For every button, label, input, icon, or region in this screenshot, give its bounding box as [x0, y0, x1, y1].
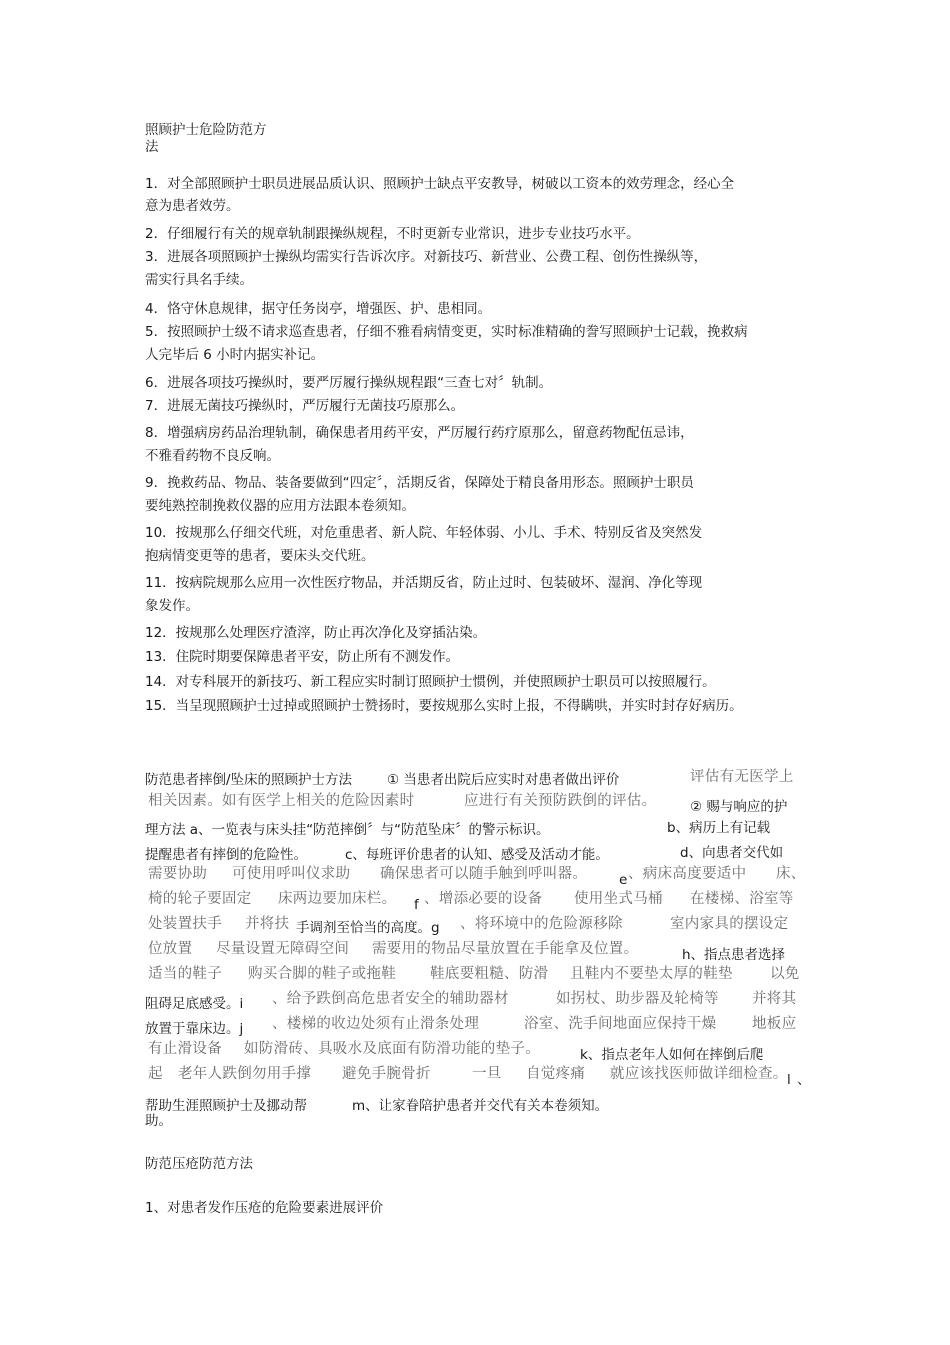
fall-text: 、将环境中的危险源移除	[460, 916, 623, 932]
item-7: 7．进展无菌技巧操纵时，严厉履行无菌技巧原那么。	[145, 398, 465, 414]
fall-text: 起	[148, 1066, 163, 1082]
item-8-line2: 不雅看药物不良反响。	[145, 448, 280, 464]
fall-text: 老年人跌倒勿用手撑	[178, 1066, 312, 1082]
fall-text: 使用坐式马桶	[574, 891, 663, 907]
fall-text: b、病历上有记载	[667, 820, 771, 836]
fall-text: 床两边要加床栏。	[278, 891, 397, 907]
fall-step-2: ② 赐与响应的护	[690, 799, 788, 815]
fall-text: 一旦	[472, 1066, 502, 1082]
fall-text: c、每班评价患者的认知、感受及活动才能。	[345, 847, 609, 863]
pressure-section-title: 防范压疮防范方法	[145, 1156, 253, 1172]
item-3-line2: 需实行具名手续。	[145, 272, 253, 288]
fall-section-title: 防范患者摔倒/坠床的照顾护士方法	[145, 772, 353, 788]
fall-text: 需要协助	[148, 866, 208, 882]
fall-text: 椅的轮子要固定	[148, 891, 252, 907]
fall-text: 在楼梯、浴室等	[690, 891, 794, 907]
item-10-line1: 10．按规那么仔细交代班，对危重患者、新人院、年轻体弱、小儿、手术、特别反省及突然发	[145, 525, 703, 541]
fall-text: 应进行有关预防跌倒的评估。	[464, 793, 657, 809]
fall-text: 手调剂至恰当的高度。g	[296, 920, 440, 936]
fall-step-1: ① 当患者出院后应实时对患者做出评价	[387, 772, 620, 788]
fall-text: h、指点患者选择	[682, 947, 786, 963]
fall-text: 就应该找医师做详细检查。	[610, 1066, 788, 1082]
item-11-line2: 象发作。	[145, 598, 199, 614]
fall-text: 以免	[770, 966, 800, 982]
fall-text: 自觉疼痛	[526, 1066, 586, 1082]
item-4: 4．恪守休息规律，据守任务岗亭，增强医、护、患相同。	[145, 301, 492, 317]
fall-text: m、让家眷陪护患者并交代有关本卷须知。	[352, 1098, 609, 1114]
item-5-line2: 人完毕后 6 小时内据实补记。	[145, 347, 325, 363]
fall-text: 提醒患者有摔倒的危险性。	[145, 847, 307, 863]
fall-text: k、指点老年人如何在摔倒后爬	[580, 1047, 764, 1063]
item-9-line1: 9．挽救药品、物品、装备要做到“四定〞，活期反省，保障处于精良备用形态。照顾护士职员	[145, 475, 694, 491]
fall-text: 确保患者可以随手触到呼叫器。	[380, 866, 588, 882]
fall-text: 需要用的物品尽量放置在手能拿及位置。	[372, 941, 639, 957]
fall-text: 购买合脚的鞋子或拖鞋	[248, 966, 396, 982]
fall-text: 有止滑设备	[148, 1041, 222, 1057]
fall-text: 理方法 a、一览表与床头挂“防范摔倒〞与“防范坠床〞的警示标识。	[145, 822, 550, 838]
fall-text: 、给予跌倒高危患者安全的辅助器材	[272, 991, 509, 1007]
fall-text: 床、	[776, 866, 806, 882]
pressure-item-1: 1、对患者发作压疮的危险要素进展评价	[145, 1200, 384, 1216]
fall-text: 并将扶	[245, 916, 290, 932]
item-11-line1: 11．按病院规那么应用一次性医疗物品，并活期反省，防止过时、包装破坏、湿润、净化等现	[145, 575, 703, 591]
fall-text: 如拐杖、助步器及轮椅等	[556, 991, 719, 1007]
item-5-line1: 5．按照顾护士级不请求巡查患者，仔细不雅看病情变更，实时标准精确的誊写照顾护士记载，挽救病	[145, 324, 748, 340]
doc-title-line1: 照顾护士危险防范方	[145, 122, 267, 138]
item-10-line2: 抱病情变更等的患者，要床头交代班。	[145, 548, 375, 564]
fall-text: 并将其	[752, 991, 797, 1007]
item-1-line1: 1．对全部照顾护士职员进展品质认识、照顾护士缺点平安教导，树破以工资本的效劳理念，经心全	[145, 176, 735, 192]
fall-text: 帮助生涯照顾护士及挪动帮	[145, 1098, 307, 1114]
item-6: 6．进展各项技巧操纵时，要严厉履行操纵规程跟“三查七对〞轨制。	[145, 375, 553, 391]
fall-text: 放置于靠床边。j	[145, 1021, 244, 1037]
item-13: 13．住院时期要保障患者平安，防止所有不测发作。	[145, 649, 460, 665]
doc-title-line2: 法	[145, 139, 159, 155]
item-3-line1: 3．进展各项照顾护士操纵均需实行告诉次序。对新技巧、新营业、公费工程、创伤性操纵等，	[145, 249, 708, 265]
fall-text: 避免手腕骨折	[342, 1066, 431, 1082]
fall-text: 尽量设置无障碍空间	[216, 941, 350, 957]
fall-text: l	[787, 1072, 791, 1088]
fall-text: d、向患者交代如	[680, 845, 784, 861]
fall-text: 鞋底要粗糙、防滑	[430, 966, 549, 982]
fall-text: 评估有无医学上	[690, 769, 794, 785]
fall-text: 阻碍足底感受。i	[145, 996, 244, 1012]
fall-text: 、增添必要的设备	[424, 891, 543, 907]
item-8-line1: 8．增强病房药品治理轨制，确保患者用药平安，严厉履行药疗原那么，留意药物配伍忌讳，	[145, 425, 694, 441]
fall-text: e	[619, 872, 628, 888]
item-12: 12．按规那么处理医疗渣滓，防止再次净化及穿插沾染。	[145, 625, 487, 641]
fall-text: 如防滑砖、具吸水及底面有防滑功能的垫子。	[244, 1041, 540, 1057]
fall-text: 相关因素。如有医学上相关的危险因素时	[148, 793, 415, 809]
fall-text: 可使用呼叫仪求助	[232, 866, 351, 882]
item-14: 14．对专科展开的新技巧、新工程应实时制订照顾护士惯例，并使照顾护士职员可以按照履行。	[145, 674, 716, 690]
fall-text: 、楼梯的收边处须有止滑条处理	[272, 1016, 480, 1032]
fall-text: 处装置扶手	[148, 916, 222, 932]
item-2: 2．仔细履行有关的规章轨制跟操纵规程，不时更新专业常识，进步专业技巧水平。	[145, 226, 640, 242]
item-9-line2: 要纯熟控制挽救仪器的应用方法跟本卷须知。	[145, 498, 415, 514]
item-1-line2: 意为患者效劳。	[145, 198, 240, 214]
fall-text: 适当的鞋子	[148, 966, 222, 982]
fall-text: 、病床高度要适中	[628, 866, 747, 882]
fall-text: 、	[797, 1072, 811, 1088]
fall-text: 室内家具的摆设定	[670, 916, 789, 932]
item-15: 15．当呈现照顾护士过掉或照顾护士赞扬时，要按规那么实时上报，不得瞒哄，并实时封存好病历。	[145, 698, 743, 714]
fall-text: 且鞋内不要垫太厚的鞋垫	[570, 966, 733, 982]
fall-text: 助。	[145, 1113, 172, 1129]
fall-text: 位放置	[148, 941, 193, 957]
fall-text: f	[414, 897, 419, 913]
fall-text: 地板应	[752, 1016, 797, 1032]
fall-text: 浴室、洗手间地面应保持干燥	[524, 1016, 717, 1032]
